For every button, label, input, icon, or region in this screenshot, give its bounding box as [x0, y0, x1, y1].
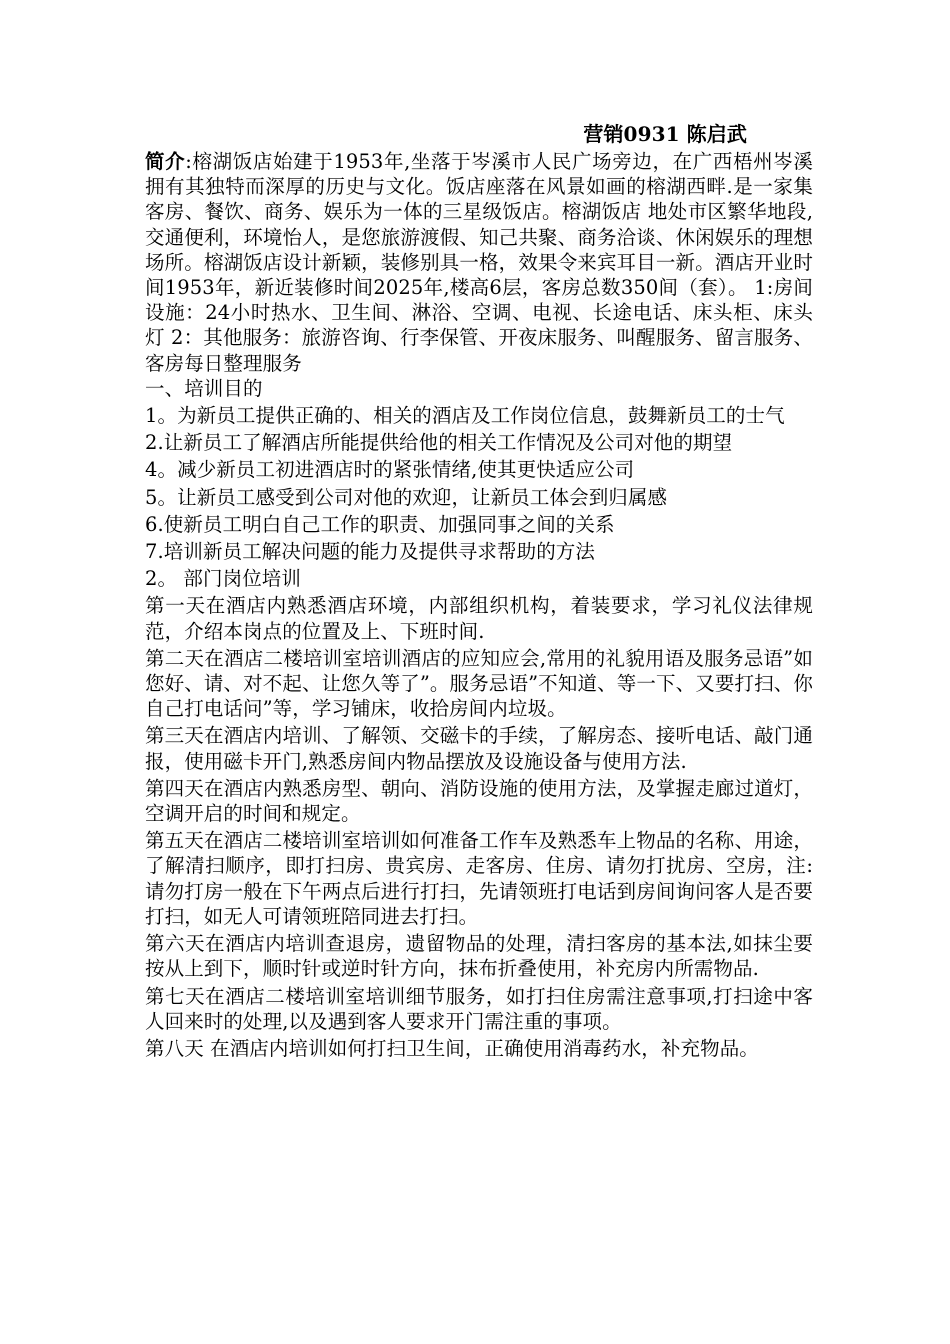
day-paragraph: 第七天在酒店二楼培训室培训细节服务，如打扫住房需注意事项,打扫途中客人回来时的处理,以及遇到客人要求开门需注重的事项。 [145, 984, 813, 1033]
intro-paragraph [145, 149, 813, 376]
purpose-item: 1。为新员工提供正确的、相关的酒店及工作岗位信息，鼓舞新员工的士气 [145, 404, 785, 428]
day-paragraph: 第三天在酒店内培训、了解领、交磁卡的手续，了解房态、接听电话、敲门通报，使用磁卡开门,熟悉房间内物品摆放及设施设备与使用方法. [145, 724, 813, 773]
purpose-heading: 一、培训目的 [145, 376, 263, 400]
document-page [145, 120, 813, 1061]
day-paragraph: 第一天在酒店内熟悉酒店环境，内部组织机构，着装要求，学习礼仪法律规范，介绍本岗点的位置及上、下班时间. [145, 594, 813, 643]
purpose-item: 6.使新员工明白自己工作的职责、加强同事之间的关系 [145, 512, 615, 536]
purpose-item: 5。让新员工感受到公司对他的欢迎，让新员工体会到归属感 [145, 485, 668, 509]
intro-label: 简介 [145, 150, 186, 173]
day-paragraph: 第四天在酒店内熟悉房型、朝向、消防设施的使用方法，及掌握走廊过道灯，空调开启的时间和规定。 [145, 776, 813, 826]
author-line: 营销0931 陈启武 [583, 122, 747, 146]
purpose-item: 7.培训新员工解决问题的能力及提供寻求帮助的方法 [145, 540, 596, 564]
dept-heading: 2。 部门岗位培训 [145, 567, 302, 591]
purpose-item: 2.让新员工了解酒店所能提供给他的相关工作情况及公司对他的期望 [145, 431, 733, 455]
intro-text: :榕湖饭店始建于1953年,坐落于岑溪市人民广场旁边，在广西梧州岑溪拥有其独特而深厚的历史与文化。饭店座落在风景如画的榕湖西畔.是一家集客房、餐饮、商务、娱乐为一体的三星级饭店。榕湖饭店 地处市区繁华地段,交通便利，环境怡人，是您旅游渡假、知己共聚、商务洽谈、休闲娱乐的理想场所。榕湖饭店设计新颖，装修别具一格，效果令来宾耳目一新。酒店开业时间1953年，新近装修时间2025年,楼高6层，客房总数350间（套）。 1:房间设施：24小时热水、卫生间、淋浴、空调、电视、长途电话、床头柜、床头灯 2：其他服务：旅游咨询、行李保管、开夜床服务、叫醒服务、留言服务、客房每日整理服务 [145, 150, 813, 375]
day-paragraph: 第二天在酒店二楼培训室培训酒店的应知应会,常用的礼貌用语及服务忌语”如您好、请、对不起、让您久等了”。服务忌语”不知道、等一下、又要打扫、你自己打电话问”等，学习铺床，收拾房间内垃圾。 [145, 646, 813, 721]
purpose-item: 4。减少新员工初进酒店时的紧张情绪,使其更快适应公司 [145, 458, 635, 482]
day-paragraph: 第八天 在酒店内培训如何打扫卫生间，正确使用消毒药水，补充物品。 [145, 1036, 759, 1060]
day-paragraph: 第五天在酒店二楼培训室培训如何准备工作车及熟悉车上物品的名称、用途，了解清扫顺序，即打扫房、贵宾房、走客房、住房、请勿打扰房、空房，注:请勿打房一般在下午两点后进行打扫，先请领班打电话到房间询问客人是否要打扫，如无人可请领班陪同进去打扫。 [145, 829, 813, 928]
day-paragraph: 第六天在酒店内培训查退房，遗留物品的处理，清扫客房的基本法,如抹尘要按从上到下，顺时针或逆时针方向，抹布折叠使用，补充房内所需物品. [145, 932, 813, 981]
